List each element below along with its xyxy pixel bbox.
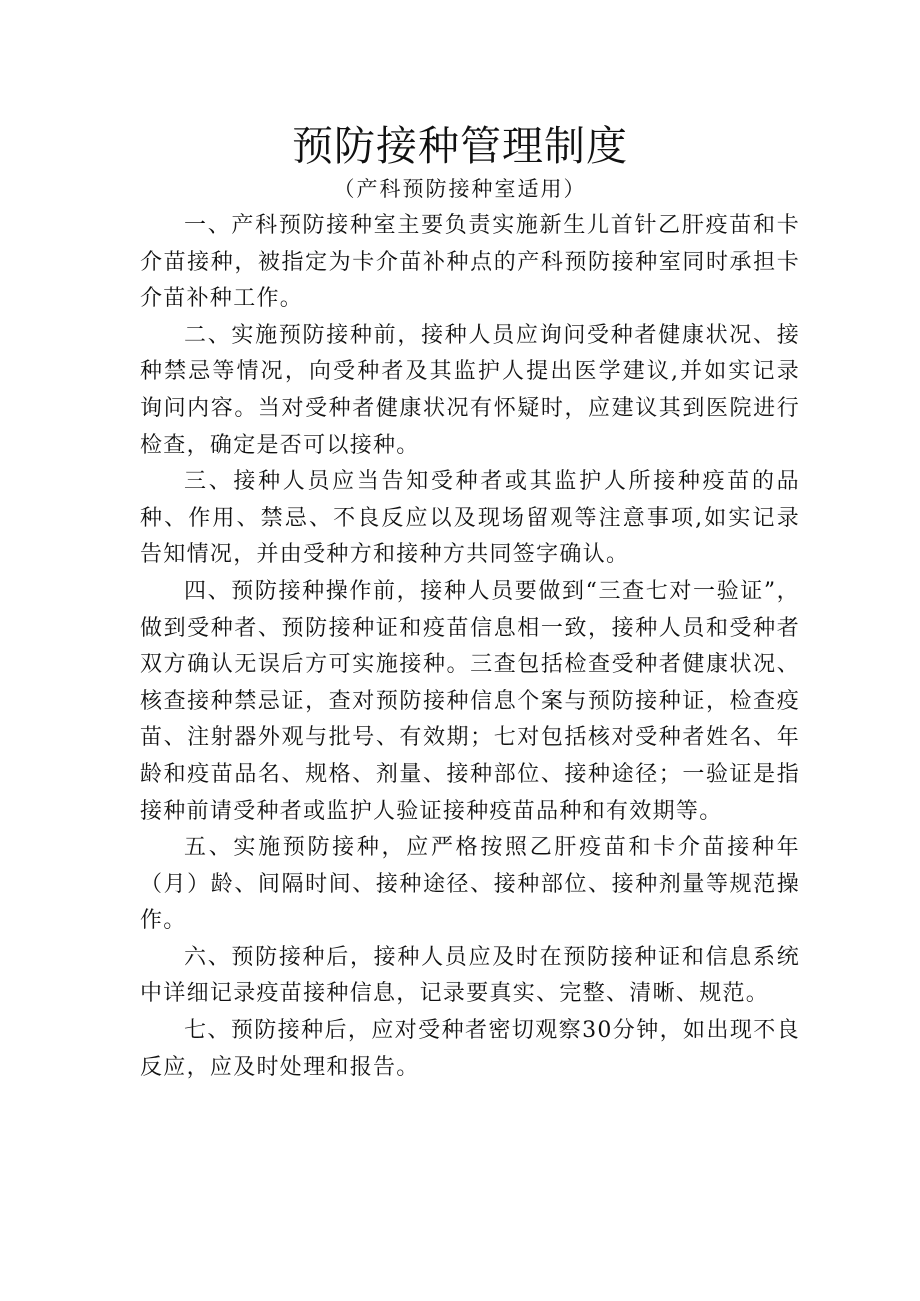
paragraph-1: 一、产科预防接种室主要负责实施新生儿首针乙肝疫苗和卡介苗接种，被指定为卡介苗补种点的产科预防接种室同时承担卡介苗补种工作。 xyxy=(140,213,800,312)
paragraph-3: 三、接种人员应当告知受种者或其监护人所接种疫苗的品种、作用、禁忌、不良反应以及现场留观等注意事项,如实记录告知情况，并由受种方和接种方共同签字确认。 xyxy=(140,469,800,568)
document-title: 预防接种管理制度 xyxy=(292,122,628,170)
paragraph-7: 七、预防接种后，应对受种者密切观察30分钟，如出现不良反应，应及时处理和报告。 xyxy=(140,1018,800,1080)
paragraph-6: 六、预防接种后，接种人员应及时在预防接种证和信息系统中详细记录疫苗接种信息，记录要真实、完整、清晰、规范。 xyxy=(140,944,800,1007)
document-subtitle: （产科预防接种室适用） xyxy=(333,177,587,201)
paragraph-4: 四、预防接种操作前，接种人员要做到“三查七对一验证”，做到受种者、预防接种证和疫苗信息相一致，接种人员和受种者双方确认无误后方可实施接种。三查包括检查受种者健康状况、核查接种禁忌证，查对预防接种信息个案与预防接种证，检查疫苗、注射器外观与批号、有效期；七对包括核对受种者姓名、年龄和疫苗品名、规格、剂量、接种部位、接种途径；一验证是指接种前请受种者或监护人验证接种疫苗品种和有效期等。 xyxy=(140,578,800,824)
paragraph-5: 五、实施预防接种，应严格按照乙肝疫苗和卡介苗接种年（月）龄、间隔时间、接种途径、接种部位、接种剂量等规范操作。 xyxy=(140,835,800,934)
document-body xyxy=(140,208,800,1086)
paragraph-2: 二、实施预防接种前，接种人员应询问受种者健康状况、接种禁忌等情况，向受种者及其监护人提出医学建议,并如实记录询问内容。当对受种者健康状况有怀疑时，应建议其到医院进行检查，确定是否可以接种。 xyxy=(140,322,800,458)
